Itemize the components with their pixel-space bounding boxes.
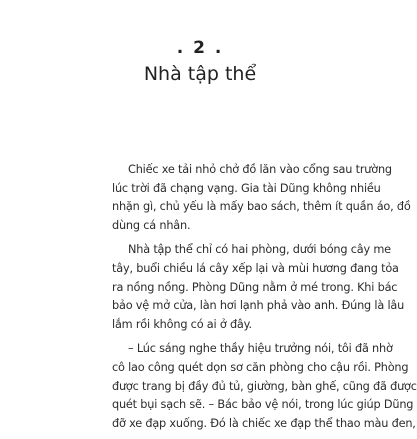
text-line: dùng cá nhân. (112, 218, 191, 232)
text-line: Nhà tập thể chỉ có hai phòng, dưới bóng cây me (128, 243, 391, 257)
paragraph-1 (112, 161, 411, 235)
chapter-number: . 2 . (176, 38, 224, 58)
text-line: lúc trời đã chạng vạng. Gia tài Dũng không nhiều (112, 181, 381, 195)
text-line: Chiếc xe tải nhỏ chở đồ lăn vào cổng sau trường (128, 163, 392, 176)
paragraph-2 (112, 241, 405, 334)
text-line: ra nồng nồng. Phòng Dũng nằm ở mé trong. Khi bác (112, 280, 398, 294)
text-line: đỡ xe đạp xuống. Đó là chiếc xe đạp thể thao màu đen, (112, 416, 416, 430)
text-line: được trang bị đầy đủ tủ, giường, bàn ghế, cũng đã được (112, 379, 417, 393)
text-line: – Lúc sáng nghe thầy hiệu trưởng nói, tôi đã nhờ (128, 342, 393, 356)
paragraph-3 (112, 340, 417, 433)
text-line: nhặn gì, chủ yếu là mấy bao sách, thêm ít quần áo, đồ (112, 200, 411, 214)
text-line: quét bụi sạch sẽ. – Bác bảo vệ nói, trong lúc giúp Dũng (112, 398, 414, 412)
chapter-body (112, 161, 417, 439)
chapter-title: Nhà tập thể (143, 63, 257, 85)
text-line: lắm rồi không có ai ở đây. (112, 317, 252, 331)
text-line: tây, buổi chiều lá cây xếp lại và mùi hương đang tỏa (112, 261, 399, 275)
text-line: cô lao công quét dọn sơ căn phòng cho cậu rồi. Phòng (112, 360, 409, 374)
text-line: bảo vệ mở cửa, làn hơi lạnh phả vào anh. Đúng là lâu (112, 299, 405, 313)
